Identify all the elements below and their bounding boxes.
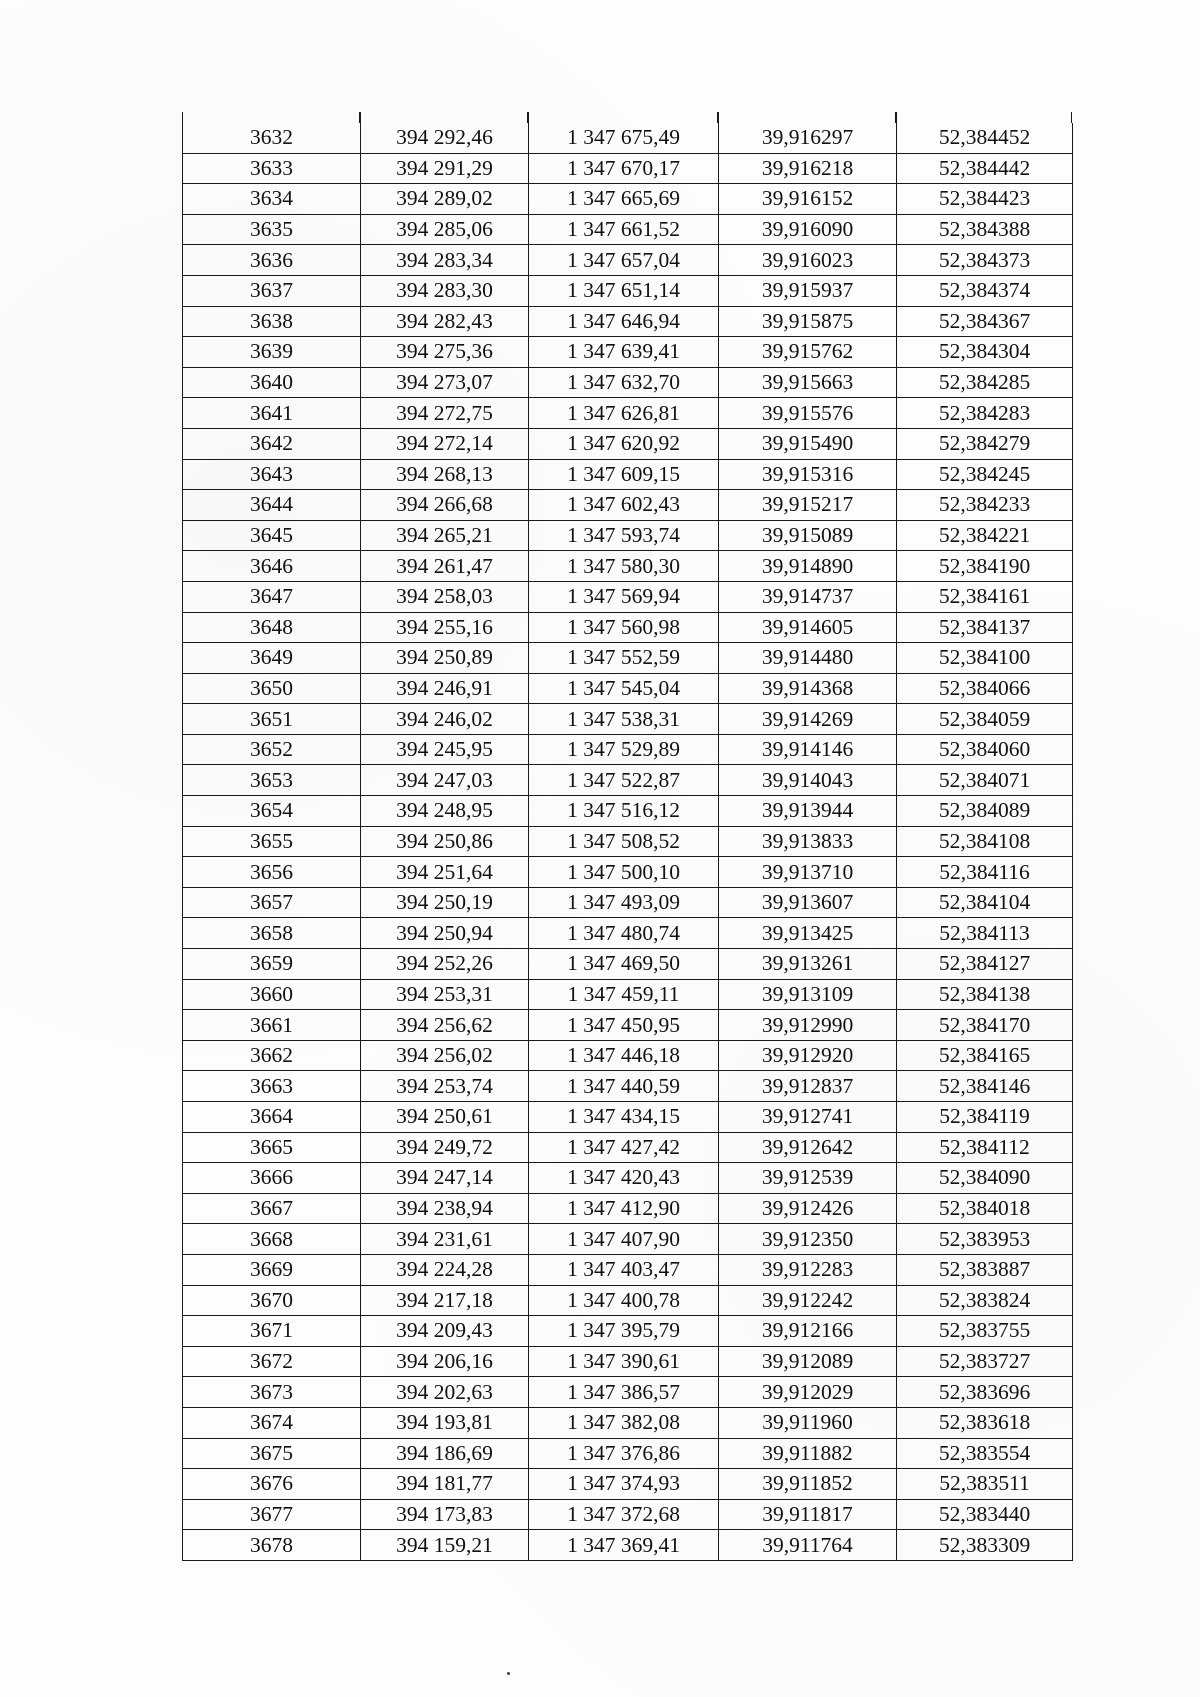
y-coordinate-cell: 1 347 529,89 — [529, 734, 719, 765]
point-number-cell: 3659 — [183, 949, 361, 980]
point-number-cell: 3644 — [183, 490, 361, 521]
y-coordinate-cell: 1 347 593,74 — [529, 520, 719, 551]
x-coordinate-cell: 394 285,06 — [361, 214, 529, 245]
table-row — [183, 1163, 1073, 1194]
table-row — [183, 734, 1073, 765]
y-coordinate-cell: 1 347 386,57 — [529, 1377, 719, 1408]
longitude-cell: 52,384279 — [897, 428, 1073, 459]
x-coordinate-cell: 394 159,21 — [361, 1530, 529, 1561]
longitude-cell: 52,383887 — [897, 1254, 1073, 1285]
table-row — [183, 1316, 1073, 1347]
column-divider — [717, 112, 719, 123]
y-coordinate-cell: 1 347 538,31 — [529, 704, 719, 735]
y-coordinate-cell: 1 347 376,86 — [529, 1438, 719, 1469]
x-coordinate-cell: 394 202,63 — [361, 1377, 529, 1408]
point-number-cell: 3668 — [183, 1224, 361, 1255]
table-row — [183, 1040, 1073, 1071]
point-number-cell: 3636 — [183, 245, 361, 276]
latitude-cell: 39,912166 — [719, 1316, 897, 1347]
latitude-cell: 39,911764 — [719, 1530, 897, 1561]
table-row — [183, 1193, 1073, 1224]
table-row — [183, 184, 1073, 215]
latitude-cell: 39,912350 — [719, 1224, 897, 1255]
table-row — [183, 949, 1073, 980]
point-number-cell: 3648 — [183, 612, 361, 643]
point-number-cell: 3663 — [183, 1071, 361, 1102]
x-coordinate-cell: 394 256,02 — [361, 1040, 529, 1071]
point-number-cell: 3652 — [183, 734, 361, 765]
latitude-cell: 39,914737 — [719, 581, 897, 612]
table-row — [183, 826, 1073, 857]
point-number-cell: 3643 — [183, 459, 361, 490]
table-row — [183, 490, 1073, 521]
column-divider — [895, 112, 897, 123]
longitude-cell: 52,384367 — [897, 306, 1073, 337]
y-coordinate-cell: 1 347 407,90 — [529, 1224, 719, 1255]
longitude-cell: 52,384283 — [897, 398, 1073, 429]
table-row — [183, 1438, 1073, 1469]
latitude-cell: 39,912642 — [719, 1132, 897, 1163]
table-row — [183, 765, 1073, 796]
y-coordinate-cell: 1 347 434,15 — [529, 1102, 719, 1133]
longitude-cell: 52,384090 — [897, 1163, 1073, 1194]
longitude-cell: 52,384233 — [897, 490, 1073, 521]
longitude-cell: 52,384146 — [897, 1071, 1073, 1102]
table-row — [183, 1407, 1073, 1438]
table-row — [183, 704, 1073, 735]
x-coordinate-cell: 394 247,03 — [361, 765, 529, 796]
latitude-cell: 39,913109 — [719, 979, 897, 1010]
latitude-cell: 39,913425 — [719, 918, 897, 949]
latitude-cell: 39,915490 — [719, 428, 897, 459]
table-row — [183, 1224, 1073, 1255]
x-coordinate-cell: 394 256,62 — [361, 1010, 529, 1041]
longitude-cell: 52,384138 — [897, 979, 1073, 1010]
x-coordinate-cell: 394 283,34 — [361, 245, 529, 276]
latitude-cell: 39,911817 — [719, 1499, 897, 1530]
x-coordinate-cell: 394 273,07 — [361, 367, 529, 398]
table-row — [183, 428, 1073, 459]
longitude-cell: 52,384116 — [897, 857, 1073, 888]
x-coordinate-cell: 394 252,26 — [361, 949, 529, 980]
latitude-cell: 39,914043 — [719, 765, 897, 796]
latitude-cell: 39,912426 — [719, 1193, 897, 1224]
longitude-cell: 52,384112 — [897, 1132, 1073, 1163]
x-coordinate-cell: 394 292,46 — [361, 123, 529, 153]
x-coordinate-cell: 394 283,30 — [361, 275, 529, 306]
y-coordinate-cell: 1 347 459,11 — [529, 979, 719, 1010]
table-row — [183, 643, 1073, 674]
latitude-cell: 39,915875 — [719, 306, 897, 337]
y-coordinate-cell: 1 347 450,95 — [529, 1010, 719, 1041]
longitude-cell: 52,384089 — [897, 796, 1073, 827]
latitude-cell: 39,913710 — [719, 857, 897, 888]
point-number-cell: 3661 — [183, 1010, 361, 1041]
latitude-cell: 39,911852 — [719, 1469, 897, 1500]
x-coordinate-cell: 394 224,28 — [361, 1254, 529, 1285]
latitude-cell: 39,915762 — [719, 337, 897, 368]
point-number-cell: 3674 — [183, 1407, 361, 1438]
y-coordinate-cell: 1 347 369,41 — [529, 1530, 719, 1561]
point-number-cell: 3639 — [183, 337, 361, 368]
x-coordinate-cell: 394 217,18 — [361, 1285, 529, 1316]
point-number-cell: 3632 — [183, 123, 361, 153]
point-number-cell: 3667 — [183, 1193, 361, 1224]
table-row — [183, 1469, 1073, 1500]
longitude-cell: 52,383511 — [897, 1469, 1073, 1500]
x-coordinate-cell: 394 231,61 — [361, 1224, 529, 1255]
y-coordinate-cell: 1 347 670,17 — [529, 153, 719, 184]
y-coordinate-cell: 1 347 560,98 — [529, 612, 719, 643]
coordinates-table-body — [183, 123, 1073, 1560]
y-coordinate-cell: 1 347 646,94 — [529, 306, 719, 337]
latitude-cell: 39,914605 — [719, 612, 897, 643]
x-coordinate-cell: 394 253,74 — [361, 1071, 529, 1102]
latitude-cell: 39,912990 — [719, 1010, 897, 1041]
table-row — [183, 153, 1073, 184]
y-coordinate-cell: 1 347 382,08 — [529, 1407, 719, 1438]
table-row — [183, 367, 1073, 398]
point-number-cell: 3634 — [183, 184, 361, 215]
latitude-cell: 39,915089 — [719, 520, 897, 551]
x-coordinate-cell: 394 250,94 — [361, 918, 529, 949]
table-row — [183, 1377, 1073, 1408]
table-row — [183, 1499, 1073, 1530]
x-coordinate-cell: 394 181,77 — [361, 1469, 529, 1500]
y-coordinate-cell: 1 347 545,04 — [529, 673, 719, 704]
y-coordinate-cell: 1 347 675,49 — [529, 123, 719, 153]
y-coordinate-cell: 1 347 657,04 — [529, 245, 719, 276]
x-coordinate-cell: 394 246,91 — [361, 673, 529, 704]
y-coordinate-cell: 1 347 374,93 — [529, 1469, 719, 1500]
longitude-cell: 52,384442 — [897, 153, 1073, 184]
y-coordinate-cell: 1 347 493,09 — [529, 887, 719, 918]
y-coordinate-cell: 1 347 446,18 — [529, 1040, 719, 1071]
table-row — [183, 1530, 1073, 1561]
x-coordinate-cell: 394 193,81 — [361, 1407, 529, 1438]
latitude-cell: 39,913261 — [719, 949, 897, 980]
point-number-cell: 3660 — [183, 979, 361, 1010]
table-row — [183, 612, 1073, 643]
latitude-cell: 39,912837 — [719, 1071, 897, 1102]
latitude-cell: 39,916152 — [719, 184, 897, 215]
table-row — [183, 1346, 1073, 1377]
y-coordinate-cell: 1 347 580,30 — [529, 551, 719, 582]
x-coordinate-cell: 394 250,89 — [361, 643, 529, 674]
latitude-cell: 39,915576 — [719, 398, 897, 429]
y-coordinate-cell: 1 347 632,70 — [529, 367, 719, 398]
point-number-cell: 3638 — [183, 306, 361, 337]
latitude-cell: 39,915316 — [719, 459, 897, 490]
x-coordinate-cell: 394 265,21 — [361, 520, 529, 551]
point-number-cell: 3676 — [183, 1469, 361, 1500]
longitude-cell: 52,384161 — [897, 581, 1073, 612]
table-row — [183, 979, 1073, 1010]
table-row — [183, 581, 1073, 612]
table-row — [183, 459, 1073, 490]
table-row — [183, 1071, 1073, 1102]
longitude-cell: 52,383953 — [897, 1224, 1073, 1255]
point-number-cell: 3662 — [183, 1040, 361, 1071]
latitude-cell: 39,911882 — [719, 1438, 897, 1469]
table-row — [183, 796, 1073, 827]
longitude-cell: 52,384104 — [897, 887, 1073, 918]
x-coordinate-cell: 394 272,75 — [361, 398, 529, 429]
x-coordinate-cell: 394 248,95 — [361, 796, 529, 827]
x-coordinate-cell: 394 268,13 — [361, 459, 529, 490]
longitude-cell: 52,383824 — [897, 1285, 1073, 1316]
longitude-cell: 52,384221 — [897, 520, 1073, 551]
latitude-cell: 39,914480 — [719, 643, 897, 674]
y-coordinate-cell: 1 347 480,74 — [529, 918, 719, 949]
latitude-cell: 39,912539 — [719, 1163, 897, 1194]
longitude-cell: 52,384285 — [897, 367, 1073, 398]
latitude-cell: 39,912920 — [719, 1040, 897, 1071]
y-coordinate-cell: 1 347 427,42 — [529, 1132, 719, 1163]
x-coordinate-cell: 394 261,47 — [361, 551, 529, 582]
y-coordinate-cell: 1 347 522,87 — [529, 765, 719, 796]
x-coordinate-cell: 394 251,64 — [361, 857, 529, 888]
longitude-cell: 52,383696 — [897, 1377, 1073, 1408]
longitude-cell: 52,384373 — [897, 245, 1073, 276]
y-coordinate-cell: 1 347 395,79 — [529, 1316, 719, 1347]
latitude-cell: 39,914146 — [719, 734, 897, 765]
point-number-cell: 3642 — [183, 428, 361, 459]
latitude-cell: 39,914890 — [719, 551, 897, 582]
point-number-cell: 3640 — [183, 367, 361, 398]
y-coordinate-cell: 1 347 661,52 — [529, 214, 719, 245]
longitude-cell: 52,384066 — [897, 673, 1073, 704]
longitude-cell: 52,383554 — [897, 1438, 1073, 1469]
latitude-cell: 39,915937 — [719, 275, 897, 306]
longitude-cell: 52,384245 — [897, 459, 1073, 490]
x-coordinate-cell: 394 250,19 — [361, 887, 529, 918]
x-coordinate-cell: 394 266,68 — [361, 490, 529, 521]
longitude-cell: 52,384119 — [897, 1102, 1073, 1133]
y-coordinate-cell: 1 347 602,43 — [529, 490, 719, 521]
table-row — [183, 337, 1073, 368]
longitude-cell: 52,384059 — [897, 704, 1073, 735]
point-number-cell: 3670 — [183, 1285, 361, 1316]
longitude-cell: 52,383618 — [897, 1407, 1073, 1438]
point-number-cell: 3650 — [183, 673, 361, 704]
longitude-cell: 52,384452 — [897, 123, 1073, 153]
x-coordinate-cell: 394 275,36 — [361, 337, 529, 368]
point-number-cell: 3655 — [183, 826, 361, 857]
point-number-cell: 3649 — [183, 643, 361, 674]
latitude-cell: 39,913944 — [719, 796, 897, 827]
longitude-cell: 52,384137 — [897, 612, 1073, 643]
point-number-cell: 3651 — [183, 704, 361, 735]
table-row — [183, 1285, 1073, 1316]
longitude-cell: 52,384060 — [897, 734, 1073, 765]
longitude-cell: 52,384127 — [897, 949, 1073, 980]
longitude-cell: 52,384304 — [897, 337, 1073, 368]
point-number-cell: 3654 — [183, 796, 361, 827]
longitude-cell: 52,384071 — [897, 765, 1073, 796]
y-coordinate-cell: 1 347 440,59 — [529, 1071, 719, 1102]
x-coordinate-cell: 394 209,43 — [361, 1316, 529, 1347]
table-row — [183, 857, 1073, 888]
table-row — [183, 1132, 1073, 1163]
point-number-cell: 3666 — [183, 1163, 361, 1194]
point-number-cell: 3677 — [183, 1499, 361, 1530]
table-row — [183, 123, 1073, 153]
point-number-cell: 3635 — [183, 214, 361, 245]
y-coordinate-cell: 1 347 412,90 — [529, 1193, 719, 1224]
latitude-cell: 39,914368 — [719, 673, 897, 704]
point-number-cell: 3672 — [183, 1346, 361, 1377]
y-coordinate-cell: 1 347 516,12 — [529, 796, 719, 827]
y-coordinate-cell: 1 347 552,59 — [529, 643, 719, 674]
table-row — [183, 673, 1073, 704]
x-coordinate-cell: 394 255,16 — [361, 612, 529, 643]
column-divider — [359, 112, 361, 123]
y-coordinate-cell: 1 347 420,43 — [529, 1163, 719, 1194]
longitude-cell: 52,384108 — [897, 826, 1073, 857]
table-row — [183, 1010, 1073, 1041]
x-coordinate-cell: 394 246,02 — [361, 704, 529, 735]
x-coordinate-cell: 394 289,02 — [361, 184, 529, 215]
x-coordinate-cell: 394 186,69 — [361, 1438, 529, 1469]
y-coordinate-cell: 1 347 403,47 — [529, 1254, 719, 1285]
point-number-cell: 3633 — [183, 153, 361, 184]
point-number-cell: 3665 — [183, 1132, 361, 1163]
point-number-cell: 3675 — [183, 1438, 361, 1469]
table-row — [183, 306, 1073, 337]
longitude-cell: 52,384018 — [897, 1193, 1073, 1224]
point-number-cell: 3664 — [183, 1102, 361, 1133]
longitude-cell: 52,383309 — [897, 1530, 1073, 1561]
longitude-cell: 52,384165 — [897, 1040, 1073, 1071]
x-coordinate-cell: 394 238,94 — [361, 1193, 529, 1224]
latitude-cell: 39,911960 — [719, 1407, 897, 1438]
x-coordinate-cell: 394 291,29 — [361, 153, 529, 184]
latitude-cell: 39,912089 — [719, 1346, 897, 1377]
table-row — [183, 520, 1073, 551]
point-number-cell: 3646 — [183, 551, 361, 582]
y-coordinate-cell: 1 347 508,52 — [529, 826, 719, 857]
latitude-cell: 39,912283 — [719, 1254, 897, 1285]
y-coordinate-cell: 1 347 626,81 — [529, 398, 719, 429]
y-coordinate-cell: 1 347 665,69 — [529, 184, 719, 215]
table-row — [183, 887, 1073, 918]
table-row — [183, 275, 1073, 306]
column-divider — [527, 112, 529, 123]
latitude-cell: 39,913607 — [719, 887, 897, 918]
latitude-cell: 39,916023 — [719, 245, 897, 276]
latitude-cell: 39,912029 — [719, 1377, 897, 1408]
x-coordinate-cell: 394 258,03 — [361, 581, 529, 612]
coordinates-table — [182, 123, 1073, 1561]
y-coordinate-cell: 1 347 569,94 — [529, 581, 719, 612]
table-row — [183, 1102, 1073, 1133]
point-number-cell: 3658 — [183, 918, 361, 949]
x-coordinate-cell: 394 206,16 — [361, 1346, 529, 1377]
point-number-cell: 3656 — [183, 857, 361, 888]
point-number-cell: 3641 — [183, 398, 361, 429]
point-number-cell: 3653 — [183, 765, 361, 796]
longitude-cell: 52,384374 — [897, 275, 1073, 306]
x-coordinate-cell: 394 250,86 — [361, 826, 529, 857]
point-number-cell: 3657 — [183, 887, 361, 918]
latitude-cell: 39,916297 — [719, 123, 897, 153]
point-number-cell: 3647 — [183, 581, 361, 612]
x-coordinate-cell: 394 247,14 — [361, 1163, 529, 1194]
longitude-cell: 52,384100 — [897, 643, 1073, 674]
longitude-cell: 52,384113 — [897, 918, 1073, 949]
x-coordinate-cell: 394 249,72 — [361, 1132, 529, 1163]
y-coordinate-cell: 1 347 639,41 — [529, 337, 719, 368]
y-coordinate-cell: 1 347 609,15 — [529, 459, 719, 490]
point-number-cell: 3678 — [183, 1530, 361, 1561]
x-coordinate-cell: 394 272,14 — [361, 428, 529, 459]
latitude-cell: 39,912741 — [719, 1102, 897, 1133]
longitude-cell: 52,384423 — [897, 184, 1073, 215]
x-coordinate-cell: 394 282,43 — [361, 306, 529, 337]
y-coordinate-cell: 1 347 620,92 — [529, 428, 719, 459]
x-coordinate-cell: 394 245,95 — [361, 734, 529, 765]
table-row — [183, 214, 1073, 245]
table-row — [183, 245, 1073, 276]
y-coordinate-cell: 1 347 651,14 — [529, 275, 719, 306]
longitude-cell: 52,383440 — [897, 1499, 1073, 1530]
table-row — [183, 551, 1073, 582]
longitude-cell: 52,384190 — [897, 551, 1073, 582]
scan-speck — [507, 1672, 510, 1675]
latitude-cell: 39,913833 — [719, 826, 897, 857]
latitude-cell: 39,916218 — [719, 153, 897, 184]
latitude-cell: 39,915217 — [719, 490, 897, 521]
table-row — [183, 918, 1073, 949]
latitude-cell: 39,912242 — [719, 1285, 897, 1316]
point-number-cell: 3673 — [183, 1377, 361, 1408]
table-top-edge — [182, 112, 1072, 123]
longitude-cell: 52,384170 — [897, 1010, 1073, 1041]
longitude-cell: 52,383755 — [897, 1316, 1073, 1347]
longitude-cell: 52,384388 — [897, 214, 1073, 245]
point-number-cell: 3671 — [183, 1316, 361, 1347]
y-coordinate-cell: 1 347 372,68 — [529, 1499, 719, 1530]
latitude-cell: 39,915663 — [719, 367, 897, 398]
y-coordinate-cell: 1 347 390,61 — [529, 1346, 719, 1377]
x-coordinate-cell: 394 173,83 — [361, 1499, 529, 1530]
latitude-cell: 39,914269 — [719, 704, 897, 735]
point-number-cell: 3669 — [183, 1254, 361, 1285]
point-number-cell: 3645 — [183, 520, 361, 551]
y-coordinate-cell: 1 347 469,50 — [529, 949, 719, 980]
latitude-cell: 39,916090 — [719, 214, 897, 245]
table-row — [183, 398, 1073, 429]
table-row — [183, 1254, 1073, 1285]
y-coordinate-cell: 1 347 400,78 — [529, 1285, 719, 1316]
point-number-cell: 3637 — [183, 275, 361, 306]
x-coordinate-cell: 394 250,61 — [361, 1102, 529, 1133]
y-coordinate-cell: 1 347 500,10 — [529, 857, 719, 888]
x-coordinate-cell: 394 253,31 — [361, 979, 529, 1010]
longitude-cell: 52,383727 — [897, 1346, 1073, 1377]
